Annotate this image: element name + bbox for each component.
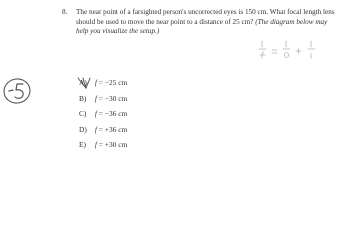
question-note: (The diagram below may help you visualize the setup.)	[76, 17, 328, 36]
choice-letter: B)	[79, 93, 87, 103]
choice-value: = −30 cm	[98, 93, 128, 103]
choice-value: = +30 cm	[98, 140, 128, 149]
choice-variable: f	[94, 140, 97, 149]
question-number: 8.	[62, 8, 68, 16]
choice-value: = −25 cm	[98, 78, 128, 87]
choice-variable: f	[94, 78, 97, 87]
choice-letter: D)	[79, 124, 87, 134]
choice-letter: C)	[79, 109, 87, 118]
choice-value: = −36 cm	[98, 109, 128, 118]
choice-variable: f	[94, 93, 97, 103]
choice-value: = +36 cm	[98, 124, 128, 134]
choice-variable: f	[94, 109, 97, 118]
handwritten-formula	[259, 41, 315, 58]
choice-letter: A)	[79, 78, 87, 87]
selected-answer-mark	[78, 78, 90, 88]
choice-variable: f	[94, 124, 97, 134]
choice-letter: E)	[79, 140, 86, 149]
score-mark	[2, 77, 32, 106]
question-body: The near point of a farsighted person's uncorrected eyes is 150 cm. What focal length lens should be used to move the near point to a distance of 25 cm?	[76, 8, 335, 26]
